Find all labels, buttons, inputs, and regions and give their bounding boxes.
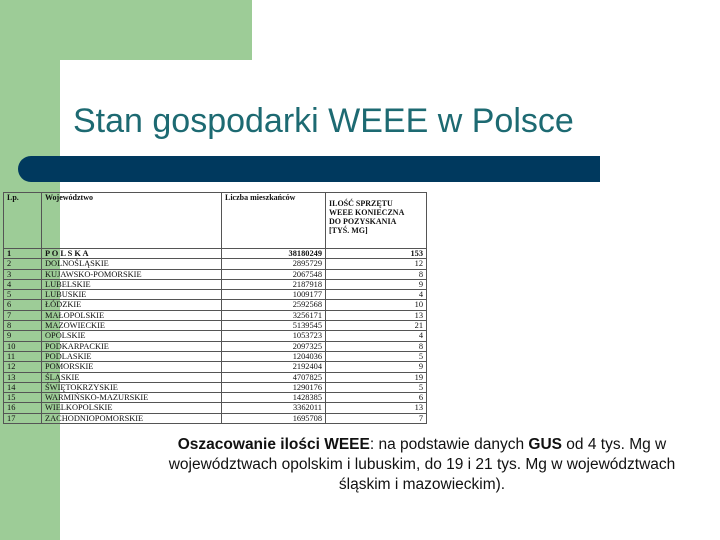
cell-lp: 3 — [4, 269, 42, 279]
note-bold-gus: GUS — [528, 436, 562, 453]
table-row — [4, 269, 427, 279]
table-row — [4, 351, 427, 361]
cell-population: 2067548 — [222, 269, 326, 279]
cell-weee-quantity: 13 — [326, 403, 427, 413]
table-row — [4, 259, 427, 269]
header-weee-quantity — [326, 193, 427, 249]
cell-lp: 9 — [4, 331, 42, 341]
cell-weee-quantity: 19 — [326, 372, 427, 382]
cell-lp: 11 — [4, 351, 42, 361]
cell-region: DOLNOŚLĄSKIE — [42, 259, 222, 269]
header-weee-line: WEEE KONIECZNA — [329, 208, 405, 217]
cell-population: 4707825 — [222, 372, 326, 382]
cell-lp: 13 — [4, 372, 42, 382]
cell-population: 1290176 — [222, 382, 326, 392]
cell-population: 1695708 — [222, 413, 326, 423]
cell-lp: 2 — [4, 259, 42, 269]
table-row — [4, 279, 427, 289]
note-bold-estimate: Oszacowanie ilości WEEE — [177, 436, 370, 453]
cell-population: 3362011 — [222, 403, 326, 413]
cell-weee-quantity: 10 — [326, 300, 427, 310]
cell-region: ZACHODNIOPOMORSKIE — [42, 413, 222, 423]
source-note — [152, 435, 692, 495]
cell-region: MAŁOPOLSKIE — [42, 310, 222, 320]
table-row — [4, 300, 427, 310]
header-region: Województwo — [42, 193, 222, 249]
table-row — [4, 290, 427, 300]
cell-population: 1428385 — [222, 393, 326, 403]
cell-weee-quantity: 5 — [326, 351, 427, 361]
cell-weee-quantity: 153 — [326, 249, 427, 259]
cell-lp: 12 — [4, 362, 42, 372]
cell-weee-quantity: 9 — [326, 362, 427, 372]
cell-weee-quantity: 4 — [326, 331, 427, 341]
table-row — [4, 403, 427, 413]
cell-weee-quantity: 4 — [326, 290, 427, 300]
cell-population: 2895729 — [222, 259, 326, 269]
table-row — [4, 249, 427, 259]
cell-lp: 16 — [4, 403, 42, 413]
cell-region: LUBUSKIE — [42, 290, 222, 300]
cell-region: POMORSKIE — [42, 362, 222, 372]
header-weee-line: DO POZYSKANIA — [329, 217, 397, 226]
cell-region: PODLASKIE — [42, 351, 222, 361]
table-row — [4, 393, 427, 403]
cell-region: P O L S K A — [42, 249, 222, 259]
cell-population: 1009177 — [222, 290, 326, 300]
header-lp: Lp. — [4, 193, 42, 249]
cell-weee-quantity: 5 — [326, 382, 427, 392]
top-accent-block — [0, 0, 252, 60]
note-text-1: : na podstawie danych — [369, 436, 529, 453]
cell-lp: 7 — [4, 310, 42, 320]
header-population: Liczba mieszkańców — [222, 193, 326, 249]
header-weee-line: [TYŚ. MG] — [329, 226, 368, 235]
cell-weee-quantity: 9 — [326, 279, 427, 289]
cell-region: WARMIŃSKO-MAZURSKIE — [42, 393, 222, 403]
cell-population: 2192404 — [222, 362, 326, 372]
cell-weee-quantity: 7 — [326, 413, 427, 423]
header-weee-line: ILOŚĆ SPRZĘTU — [329, 199, 393, 208]
cell-weee-quantity: 12 — [326, 259, 427, 269]
cell-population: 1204036 — [222, 351, 326, 361]
cell-weee-quantity: 13 — [326, 310, 427, 320]
cell-region: ŁÓDZKIE — [42, 300, 222, 310]
table-row — [4, 362, 427, 372]
note-text-2: od 4 tys. Mg w województwach opolskim i lubuskim, do 19 i 21 tys. Mg w województwach śląskim i mazowieckim). — [168, 436, 676, 493]
cell-region: PODKARPACKIE — [42, 341, 222, 351]
cell-region: MAZOWIECKIE — [42, 321, 222, 331]
cell-lp: 17 — [4, 413, 42, 423]
cell-region: OPOLSKIE — [42, 331, 222, 341]
cell-lp: 5 — [4, 290, 42, 300]
cell-lp: 10 — [4, 341, 42, 351]
weee-table-container — [3, 192, 427, 424]
cell-population: 2187918 — [222, 279, 326, 289]
cell-weee-quantity: 6 — [326, 393, 427, 403]
cell-population: 2592568 — [222, 300, 326, 310]
title-underline-bar — [18, 156, 600, 182]
cell-region: WIELKOPOLSKIE — [42, 403, 222, 413]
cell-weee-quantity: 8 — [326, 269, 427, 279]
cell-region: ŚLĄSKIE — [42, 372, 222, 382]
table-row — [4, 310, 427, 320]
table-row — [4, 331, 427, 341]
table-row — [4, 413, 427, 423]
cell-population: 38180249 — [222, 249, 326, 259]
cell-lp: 6 — [4, 300, 42, 310]
table-header-row — [4, 193, 427, 249]
table-row — [4, 321, 427, 331]
table-body — [4, 249, 427, 424]
weee-table — [3, 192, 427, 424]
cell-weee-quantity: 21 — [326, 321, 427, 331]
cell-population: 5139545 — [222, 321, 326, 331]
table-row — [4, 372, 427, 382]
cell-region: LUBELSKIE — [42, 279, 222, 289]
slide-title: Stan gospodarki WEEE w Polsce — [73, 102, 574, 140]
cell-region: KUJAWSKO-POMORSKIE — [42, 269, 222, 279]
table-row — [4, 382, 427, 392]
cell-lp: 1 — [4, 249, 42, 259]
cell-lp: 8 — [4, 321, 42, 331]
cell-population: 3256171 — [222, 310, 326, 320]
cell-lp: 14 — [4, 382, 42, 392]
cell-lp: 4 — [4, 279, 42, 289]
table-row — [4, 341, 427, 351]
cell-weee-quantity: 8 — [326, 341, 427, 351]
cell-population: 2097325 — [222, 341, 326, 351]
cell-region: ŚWIĘTOKRZYSKIE — [42, 382, 222, 392]
cell-population: 1053723 — [222, 331, 326, 341]
cell-lp: 15 — [4, 393, 42, 403]
